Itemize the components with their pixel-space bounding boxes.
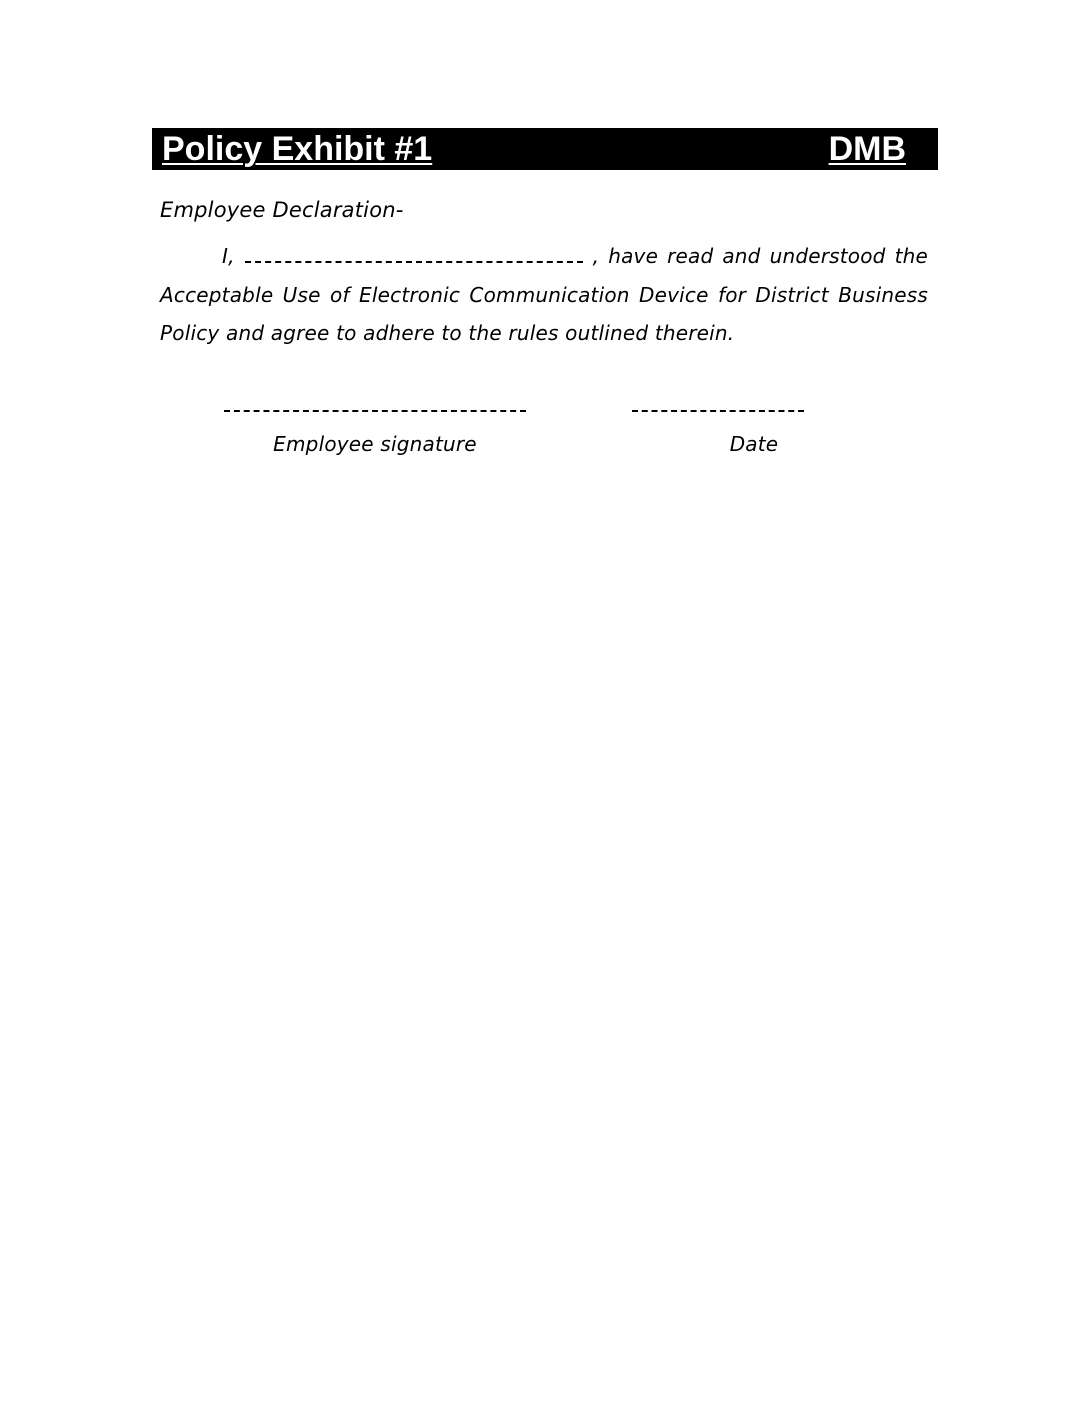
signature-label: Employee signature [273,432,477,456]
section-heading: Employee Declaration- [160,198,404,222]
exhibit-code: DMB [828,130,906,168]
declaration-prefix: I, [222,244,235,268]
exhibit-title: Policy Exhibit #1 [162,130,433,168]
date-blank-line[interactable] [632,410,804,412]
declaration-paragraph [160,237,928,353]
exhibit-header-bar [152,128,938,170]
date-label: Date [729,432,779,456]
signature-blank-line[interactable] [224,410,526,412]
employee-name-blank[interactable] [245,247,583,263]
declaration-body: , have read and understood the Acceptable Use of Electronic Communication Device for District Business Policy and agree to adhere to the rules outlined therein. [160,244,928,345]
